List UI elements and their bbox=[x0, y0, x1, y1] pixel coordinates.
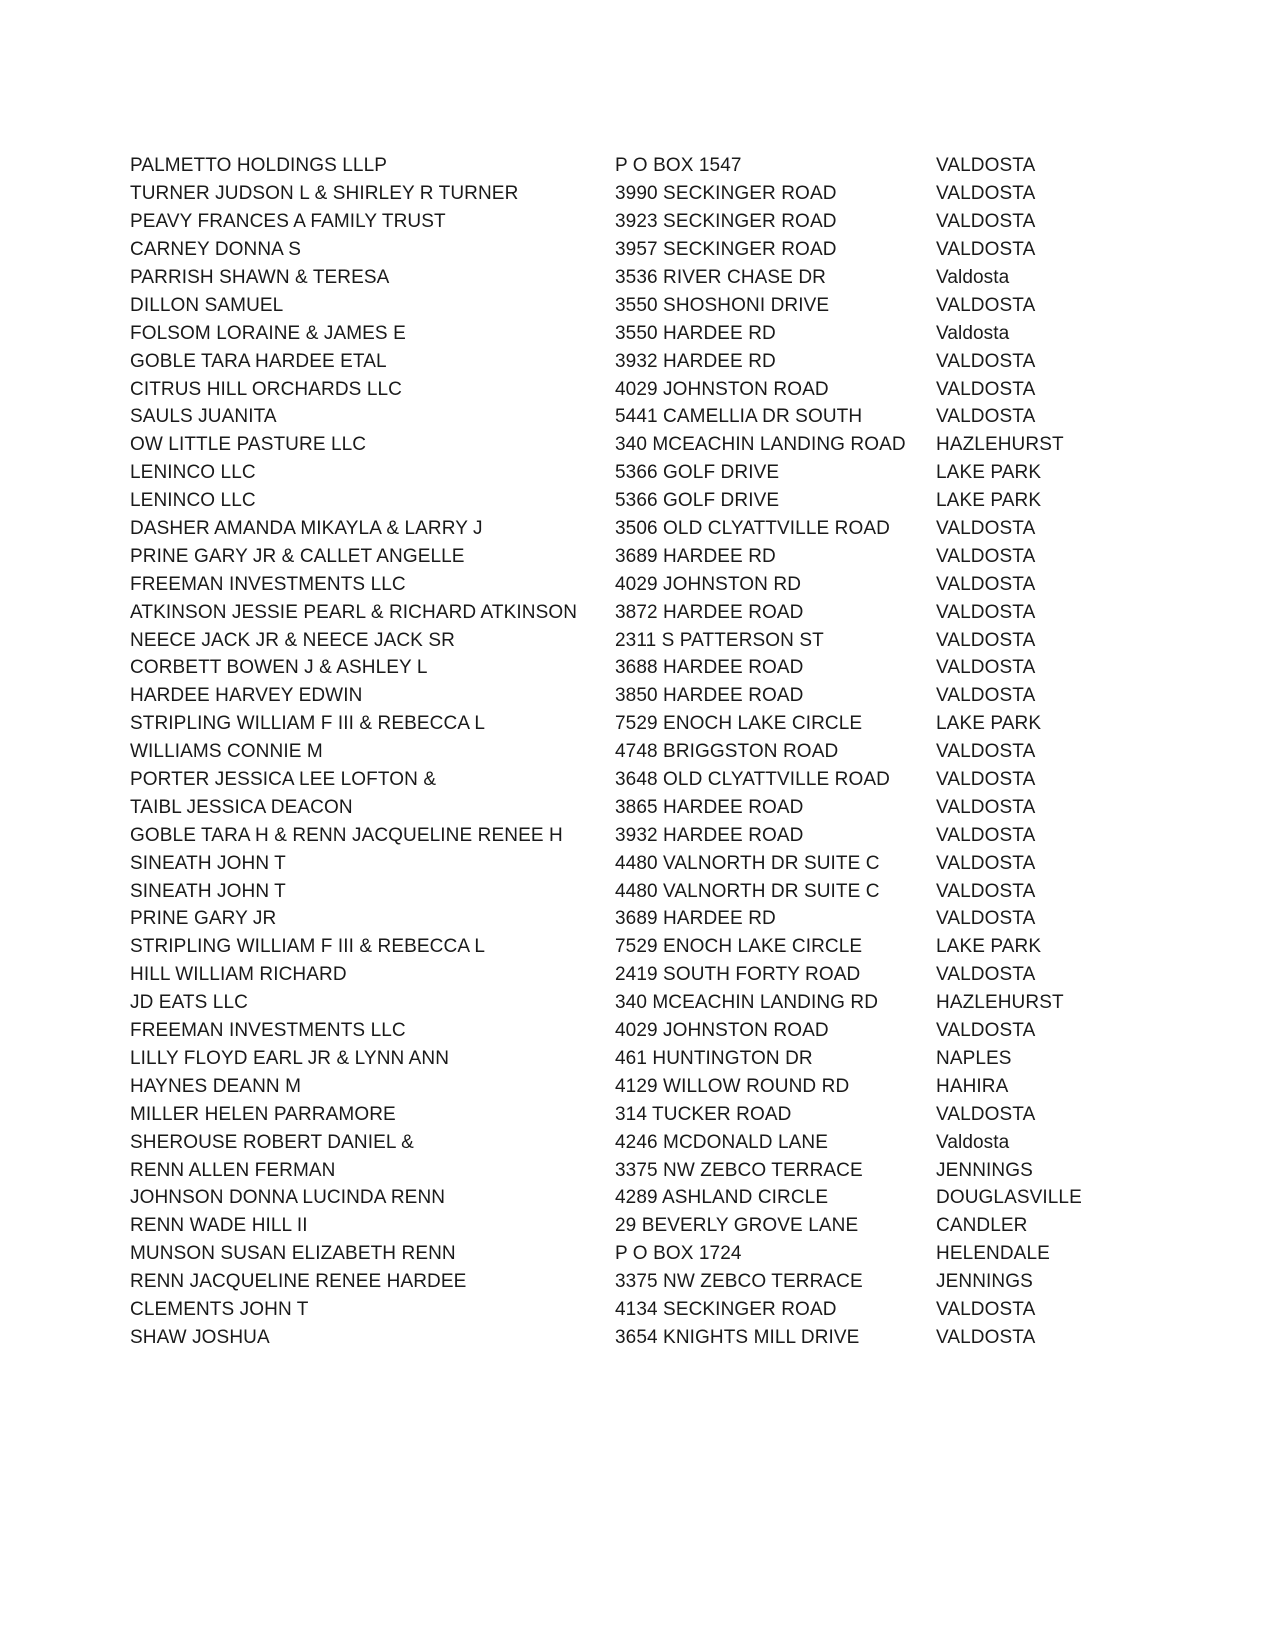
mailing-address: 340 MCEACHIN LANDING ROAD bbox=[615, 434, 906, 456]
mailing-address: 4029 JOHNSTON RD bbox=[615, 573, 802, 595]
owner-name: RENN WADE HILL II bbox=[130, 1215, 308, 1237]
mailing-address: 340 MCEACHIN LANDING RD bbox=[615, 992, 879, 1014]
mailing-address: 4748 BRIGGSTON ROAD bbox=[615, 741, 839, 763]
city: VALDOSTA bbox=[936, 239, 1036, 261]
mailing-address: 4029 JOHNSTON ROAD bbox=[615, 1020, 829, 1042]
list-row bbox=[130, 793, 1130, 821]
owner-name: PRINE GARY JR bbox=[130, 908, 277, 930]
list-row bbox=[130, 1017, 1130, 1045]
owner-name: PORTER JESSICA LEE LOFTON & bbox=[130, 769, 437, 791]
city: VALDOSTA bbox=[936, 1020, 1036, 1042]
owner-name: DASHER AMANDA MIKAYLA & LARRY J bbox=[130, 518, 483, 540]
city: Valdosta bbox=[936, 1131, 1010, 1153]
mailing-address: 3648 OLD CLYATTVILLE ROAD bbox=[615, 769, 890, 791]
mailing-address: P O BOX 1547 bbox=[615, 155, 742, 177]
city: LAKE PARK bbox=[936, 713, 1042, 735]
list-row bbox=[130, 180, 1130, 208]
list-row bbox=[130, 989, 1130, 1017]
owner-name: CORBETT BOWEN J & ASHLEY L bbox=[130, 657, 428, 679]
mailing-address: 4480 VALNORTH DR SUITE C bbox=[615, 852, 880, 874]
city: VALDOSTA bbox=[936, 1326, 1036, 1348]
city: VALDOSTA bbox=[936, 378, 1036, 400]
owner-name: CLEMENTS JOHN T bbox=[130, 1298, 309, 1320]
owner-name: OW LITTLE PASTURE LLC bbox=[130, 434, 367, 456]
owner-name: WILLIAMS CONNIE M bbox=[130, 741, 323, 763]
mailing-address: 3375 NW ZEBCO TERRACE bbox=[615, 1271, 863, 1293]
mailing-address: 5366 GOLF DRIVE bbox=[615, 462, 780, 484]
city: VALDOSTA bbox=[936, 1103, 1036, 1125]
city: VALDOSTA bbox=[936, 796, 1036, 818]
list-row bbox=[130, 1268, 1130, 1296]
city: VALDOSTA bbox=[936, 908, 1036, 930]
list-row bbox=[130, 375, 1130, 403]
city: VALDOSTA bbox=[936, 685, 1036, 707]
list-row bbox=[130, 1212, 1130, 1240]
list-row bbox=[130, 821, 1130, 849]
city: VALDOSTA bbox=[936, 294, 1036, 316]
owner-name: SINEATH JOHN T bbox=[130, 880, 286, 902]
list-row bbox=[130, 877, 1130, 905]
owner-address-list bbox=[130, 152, 1130, 1351]
mailing-address: 4029 JOHNSTON ROAD bbox=[615, 378, 829, 400]
city: VALDOSTA bbox=[936, 629, 1036, 651]
list-row bbox=[130, 264, 1130, 292]
owner-name: NEECE JACK JR & NEECE JACK SR bbox=[130, 629, 455, 651]
list-row bbox=[130, 291, 1130, 319]
mailing-address: 3654 KNIGHTS MILL DRIVE bbox=[615, 1326, 860, 1348]
city: HAZLEHURST bbox=[936, 992, 1064, 1014]
mailing-address: 5366 GOLF DRIVE bbox=[615, 490, 780, 512]
city: VALDOSTA bbox=[936, 155, 1036, 177]
city: Valdosta bbox=[936, 322, 1010, 344]
city: VALDOSTA bbox=[936, 824, 1036, 846]
city: VALDOSTA bbox=[936, 741, 1036, 763]
list-row bbox=[130, 1156, 1130, 1184]
owner-name: SHAW JOSHUA bbox=[130, 1326, 270, 1348]
city: JENNINGS bbox=[936, 1159, 1033, 1181]
mailing-address: 4480 VALNORTH DR SUITE C bbox=[615, 880, 880, 902]
list-row bbox=[130, 710, 1130, 738]
list-row bbox=[130, 1240, 1130, 1268]
city: HAZLEHURST bbox=[936, 434, 1064, 456]
list-row bbox=[130, 542, 1130, 570]
city: HAHIRA bbox=[936, 1075, 1009, 1097]
city: LAKE PARK bbox=[936, 490, 1042, 512]
owner-name: FREEMAN INVESTMENTS LLC bbox=[130, 573, 406, 595]
mailing-address: 3865 HARDEE ROAD bbox=[615, 796, 804, 818]
owner-name: STRIPLING WILLIAM F III & REBECCA L bbox=[130, 713, 486, 735]
list-row bbox=[130, 403, 1130, 431]
mailing-address: 3990 SECKINGER ROAD bbox=[615, 183, 837, 205]
list-row bbox=[130, 738, 1130, 766]
owner-name: ATKINSON JESSIE PEARL & RICHARD ATKINSON bbox=[130, 601, 578, 623]
mailing-address: 3536 RIVER CHASE DR bbox=[615, 267, 826, 288]
city: VALDOSTA bbox=[936, 545, 1036, 567]
owner-name: STRIPLING WILLIAM F III & REBECCA L bbox=[130, 936, 486, 958]
owner-name: TURNER JUDSON L & SHIRLEY R TURNER bbox=[130, 183, 519, 205]
city: VALDOSTA bbox=[936, 573, 1036, 595]
city: VALDOSTA bbox=[936, 852, 1036, 874]
mailing-address: 461 HUNTINGTON DR bbox=[615, 1047, 813, 1069]
owner-name: MILLER HELEN PARRAMORE bbox=[130, 1103, 396, 1125]
city: VALDOSTA bbox=[936, 601, 1036, 623]
city: VALDOSTA bbox=[936, 350, 1036, 372]
list-row bbox=[130, 961, 1130, 989]
mailing-address: 3689 HARDEE RD bbox=[615, 908, 776, 930]
city: NAPLES bbox=[936, 1047, 1012, 1069]
mailing-address: 4129 WILLOW ROUND RD bbox=[615, 1075, 850, 1097]
mailing-address: P O BOX 1724 bbox=[615, 1243, 742, 1265]
list-row bbox=[130, 1296, 1130, 1324]
list-row bbox=[130, 682, 1130, 710]
mailing-address: 3550 HARDEE RD bbox=[615, 322, 776, 344]
owner-name: PEAVY FRANCES A FAMILY TRUST bbox=[130, 211, 446, 233]
owner-name: HAYNES DEANN M bbox=[130, 1075, 302, 1097]
city: DOUGLASVILLE bbox=[936, 1187, 1082, 1209]
city: VALDOSTA bbox=[936, 880, 1036, 902]
list-row bbox=[130, 598, 1130, 626]
mailing-address: 3923 SECKINGER ROAD bbox=[615, 211, 837, 233]
mailing-address: 3688 HARDEE ROAD bbox=[615, 657, 804, 679]
list-row bbox=[130, 431, 1130, 459]
mailing-address: 314 TUCKER ROAD bbox=[615, 1103, 792, 1125]
mailing-address: 3850 HARDEE ROAD bbox=[615, 685, 804, 707]
owner-name: PARRISH SHAWN & TERESA bbox=[130, 267, 390, 288]
owner-name: GOBLE TARA H & RENN JACQUELINE RENEE H bbox=[130, 824, 563, 846]
owner-name: SAULS JUANITA bbox=[130, 406, 277, 428]
list-row bbox=[130, 152, 1130, 180]
owner-name: JOHNSON DONNA LUCINDA RENN bbox=[130, 1187, 446, 1209]
mailing-address: 5441 CAMELLIA DR SOUTH bbox=[615, 406, 863, 428]
owner-name: HILL WILLIAM RICHARD bbox=[130, 964, 347, 986]
mailing-address: 3506 OLD CLYATTVILLE ROAD bbox=[615, 518, 890, 540]
list-row bbox=[130, 487, 1130, 515]
list-row bbox=[130, 208, 1130, 236]
owner-name: GOBLE TARA HARDEE ETAL bbox=[130, 350, 387, 372]
owner-name: RENN JACQUELINE RENEE HARDEE bbox=[130, 1271, 467, 1293]
list-row bbox=[130, 570, 1130, 598]
list-row bbox=[130, 1323, 1130, 1351]
city: VALDOSTA bbox=[936, 769, 1036, 791]
owner-name: PALMETTO HOLDINGS LLLP bbox=[130, 155, 388, 177]
list-row bbox=[130, 515, 1130, 543]
city: CANDLER bbox=[936, 1215, 1028, 1237]
mailing-address: 3932 HARDEE RD bbox=[615, 350, 776, 372]
list-row bbox=[130, 1045, 1130, 1073]
list-row bbox=[130, 1128, 1130, 1156]
list-row bbox=[130, 1184, 1130, 1212]
mailing-address: 3957 SECKINGER ROAD bbox=[615, 239, 837, 261]
mailing-address: 29 BEVERLY GROVE LANE bbox=[615, 1215, 859, 1237]
owner-name: MUNSON SUSAN ELIZABETH RENN bbox=[130, 1243, 456, 1265]
owner-name: SHEROUSE ROBERT DANIEL & bbox=[130, 1131, 414, 1153]
list-row bbox=[130, 626, 1130, 654]
owner-name: LENINCO LLC bbox=[130, 462, 256, 484]
mailing-address: 3375 NW ZEBCO TERRACE bbox=[615, 1159, 863, 1181]
owner-name: CITRUS HILL ORCHARDS LLC bbox=[130, 378, 402, 400]
city: VALDOSTA bbox=[936, 964, 1036, 986]
city: VALDOSTA bbox=[936, 183, 1036, 205]
mailing-address: 4246 MCDONALD LANE bbox=[615, 1131, 828, 1153]
owner-name: RENN ALLEN FERMAN bbox=[130, 1159, 336, 1181]
owner-name: SINEATH JOHN T bbox=[130, 852, 286, 874]
list-row bbox=[130, 1100, 1130, 1128]
owner-name: HARDEE HARVEY EDWIN bbox=[130, 685, 363, 707]
city: Valdosta bbox=[936, 267, 1010, 288]
mailing-address: 3872 HARDEE ROAD bbox=[615, 601, 804, 623]
owner-name: PRINE GARY JR & CALLET ANGELLE bbox=[130, 545, 465, 567]
mailing-address: 2419 SOUTH FORTY ROAD bbox=[615, 964, 861, 986]
list-row bbox=[130, 347, 1130, 375]
list-row bbox=[130, 654, 1130, 682]
city: HELENDALE bbox=[936, 1243, 1050, 1265]
city: VALDOSTA bbox=[936, 657, 1036, 679]
list-row bbox=[130, 1072, 1130, 1100]
list-row bbox=[130, 849, 1130, 877]
list-row bbox=[130, 766, 1130, 794]
owner-name: FREEMAN INVESTMENTS LLC bbox=[130, 1020, 406, 1042]
owner-name: LILLY FLOYD EARL JR & LYNN ANN bbox=[130, 1047, 450, 1069]
mailing-address: 3932 HARDEE ROAD bbox=[615, 824, 804, 846]
mailing-address: 4134 SECKINGER ROAD bbox=[615, 1298, 837, 1320]
list-row bbox=[130, 905, 1130, 933]
city: LAKE PARK bbox=[936, 936, 1042, 958]
mailing-address: 4289 ASHLAND CIRCLE bbox=[615, 1187, 829, 1209]
owner-name: JD EATS LLC bbox=[130, 992, 248, 1014]
owner-name: FOLSOM LORAINE & JAMES E bbox=[130, 322, 406, 344]
city: VALDOSTA bbox=[936, 1298, 1036, 1320]
city: JENNINGS bbox=[936, 1271, 1033, 1293]
city: VALDOSTA bbox=[936, 518, 1036, 540]
mailing-address: 3550 SHOSHONI DRIVE bbox=[615, 294, 830, 316]
mailing-address: 3689 HARDEE RD bbox=[615, 545, 776, 567]
owner-name: LENINCO LLC bbox=[130, 490, 256, 512]
list-row bbox=[130, 459, 1130, 487]
owner-name: CARNEY DONNA S bbox=[130, 239, 302, 261]
city: LAKE PARK bbox=[936, 462, 1042, 484]
mailing-address: 7529 ENOCH LAKE CIRCLE bbox=[615, 936, 863, 958]
mailing-address: 7529 ENOCH LAKE CIRCLE bbox=[615, 713, 863, 735]
city: VALDOSTA bbox=[936, 406, 1036, 428]
mailing-address: 2311 S PATTERSON ST bbox=[615, 629, 824, 651]
list-row bbox=[130, 933, 1130, 961]
owner-name: TAIBL JESSICA DEACON bbox=[130, 796, 353, 818]
city: VALDOSTA bbox=[936, 211, 1036, 233]
owner-name: DILLON SAMUEL bbox=[130, 294, 284, 316]
list-row bbox=[130, 236, 1130, 264]
list-row bbox=[130, 319, 1130, 347]
